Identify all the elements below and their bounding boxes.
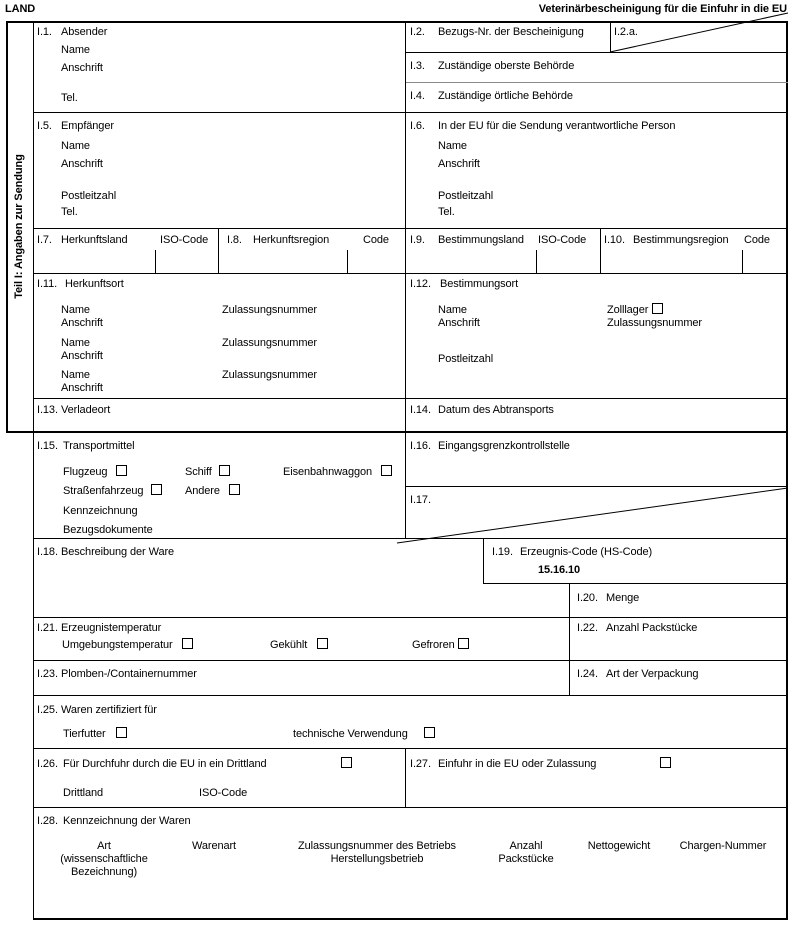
i5-plz-label: Postleitzahl [61, 190, 117, 202]
i28-col-zulassungsnummer: Zulassungsnummer des Betriebs [298, 840, 456, 852]
i22-label: Anzahl Packstücke [606, 622, 698, 634]
i3-number: I.3. [410, 60, 425, 72]
i5-tel-label: Tel. [61, 206, 78, 218]
i24-label: Art der Verpackung [606, 668, 699, 680]
i25-label: Waren zertifiziert für [61, 704, 157, 716]
divider [405, 82, 788, 83]
divider [33, 807, 788, 808]
i27-label: Einfuhr in die EU oder Zulassung [438, 758, 597, 770]
i15-option-schiff: Schiff [185, 466, 212, 478]
i1-name-label: Name [61, 44, 90, 56]
i11-anschrift-label: Anschrift [61, 317, 103, 329]
checkbox-andere[interactable] [229, 484, 240, 495]
i25-option-tierfutter: Tierfutter [63, 728, 106, 740]
divider [600, 228, 601, 273]
i14-label: Datum des Abtransports [438, 404, 554, 416]
divider [218, 228, 219, 273]
i22-number: I.22. [577, 622, 598, 634]
i11-anschrift-label: Anschrift [61, 350, 103, 362]
i26-label: Für Durchfuhr durch die EU in ein Drittland [63, 758, 267, 770]
i12-zulassung-label: Zulassungsnummer [607, 317, 702, 329]
i6-label: In der EU für die Sendung verantwortliche Person [438, 120, 676, 132]
i11-name-label: Name [61, 337, 90, 349]
i21-option-umgebungstemperatur: Umgebungstemperatur [62, 639, 173, 651]
i28-col-anzahl: Anzahl [509, 840, 543, 852]
divider [405, 52, 788, 53]
i3-label: Zuständige oberste Behörde [438, 60, 575, 72]
i8-number: I.8. [227, 234, 242, 246]
i1-number: I.1. [37, 26, 52, 38]
i6-tel-label: Tel. [438, 206, 455, 218]
divider [569, 583, 570, 695]
i6-anschrift-label: Anschrift [438, 158, 480, 170]
i15-label: Transportmittel [63, 440, 135, 452]
i7-label: Herkunftsland [61, 234, 128, 246]
center-divider [405, 22, 406, 538]
i17-diagonal-line [405, 486, 788, 538]
country-label: LAND [5, 3, 36, 15]
i27-number: I.27. [410, 758, 431, 770]
i21-option-gekuehlt: Gekühlt [270, 639, 308, 651]
i28-col-chargen-nummer: Chargen-Nummer [679, 840, 767, 852]
i2-number: I.2. [410, 26, 425, 38]
checkbox-technische-verwendung[interactable] [424, 727, 435, 738]
part1-sidebar-label: Teil I: Angaben zur Sendung [13, 154, 25, 299]
i26-iso-code-label: ISO-Code [199, 787, 248, 799]
i1-anschrift-label: Anschrift [61, 62, 103, 74]
checkbox-strassenfahrzeug[interactable] [151, 484, 162, 495]
i13-number: I.13. [37, 404, 58, 416]
i5-name-label: Name [61, 140, 90, 152]
i14-number: I.14. [410, 404, 431, 416]
divider [483, 583, 788, 584]
i20-label: Menge [606, 592, 640, 604]
i5-number: I.5. [37, 120, 52, 132]
i12-number: I.12. [410, 278, 431, 290]
i7-number: I.7. [37, 234, 52, 246]
checkbox-durchfuhr-drittland[interactable] [341, 757, 352, 768]
i23-label: Plomben-/Containernummer [61, 668, 197, 680]
i28-label: Kennzeichnung der Waren [63, 815, 191, 827]
i15-kennzeichnung-label: Kennzeichnung [63, 505, 138, 517]
i11-zulassung-label: Zulassungsnummer [222, 369, 317, 381]
i7-code-label: ISO-Code [160, 234, 209, 246]
i25-number: I.25. [37, 704, 58, 716]
checkbox-tierfutter[interactable] [116, 727, 127, 738]
i13-label: Verladeort [61, 404, 111, 416]
i21-option-gefroren: Gefroren [412, 639, 455, 651]
i11-name-label: Name [61, 304, 90, 316]
i6-name-label: Name [438, 140, 467, 152]
i21-label: Erzeugnistemperatur [61, 622, 162, 634]
i5-anschrift-label: Anschrift [61, 158, 103, 170]
i11-name-label: Name [61, 369, 90, 381]
i20-number: I.20. [577, 592, 598, 604]
i8-label: Herkunftsregion [253, 234, 330, 246]
i15-option-flugzeug: Flugzeug [63, 466, 108, 478]
i19-label: Erzeugnis-Code (HS-Code) [520, 546, 653, 558]
part1-sidebar [6, 22, 33, 431]
i9-number: I.9. [410, 234, 425, 246]
i5-label: Empfänger [61, 120, 114, 132]
i4-number: I.4. [410, 90, 425, 102]
i25-option-technische-verwendung: technische Verwendung [293, 728, 408, 740]
i26-number: I.26. [37, 758, 58, 770]
i2-label: Bezugs-Nr. der Bescheinigung [438, 26, 584, 38]
i28-col-art-3: Bezeichnung) [70, 866, 138, 878]
i12-anschrift-label: Anschrift [438, 317, 480, 329]
i28-col-art-2: (wissenschaftliche [60, 853, 148, 865]
checkbox-umgebungstemperatur[interactable] [182, 638, 193, 649]
i15-option-eisenbahnwaggon: Eisenbahnwaggon [283, 466, 373, 478]
i15-option-andere: Andere [185, 485, 220, 497]
code-tick [536, 250, 537, 273]
i28-col-art: Art [97, 840, 111, 852]
i16-number: I.16. [410, 440, 431, 452]
i18-number: I.18. [37, 546, 58, 558]
checkbox-flugzeug[interactable] [116, 465, 127, 476]
i12-name-label: Name [438, 304, 467, 316]
center-divider [405, 748, 406, 807]
i12-zolllager-label: Zolllager [607, 304, 649, 316]
divider [33, 228, 788, 229]
section-divider-thick [6, 431, 788, 433]
i26-drittland-label: Drittland [63, 787, 104, 799]
checkbox-gekuehlt[interactable] [317, 638, 328, 649]
i2a-number: I.2.a. [614, 26, 638, 38]
divider [33, 112, 788, 113]
i1-tel-label: Tel. [61, 92, 78, 104]
i8-code-label: Code [363, 234, 389, 246]
border-left-inner [33, 22, 34, 919]
page-title: Veterinärbescheinigung für die Einfuhr in die EU [538, 3, 787, 15]
divider [33, 695, 788, 696]
checkbox-gefroren[interactable] [458, 638, 469, 649]
border-right [786, 21, 788, 920]
divider [33, 273, 788, 274]
i18-label: Beschreibung der Ware [61, 546, 175, 558]
i28-col-packstuecke: Packstücke [498, 853, 554, 865]
i28-col-herstellungsbetrieb: Herstellungsbetrieb [330, 853, 424, 865]
i19-hs-code-value: 15.16.10 [538, 564, 581, 576]
i10-code-label: Code [744, 234, 770, 246]
divider [33, 398, 788, 399]
i4-label: Zuständige örtliche Behörde [438, 90, 573, 102]
checkbox-einfuhr-zulassung[interactable] [660, 757, 671, 768]
code-tick [155, 250, 156, 273]
i6-number: I.6. [410, 120, 425, 132]
i12-plz-label: Postleitzahl [438, 353, 494, 365]
i17-number: I.17. [410, 494, 431, 506]
code-tick [347, 250, 348, 273]
checkbox-schiff[interactable] [219, 465, 230, 476]
i6-plz-label: Postleitzahl [438, 190, 494, 202]
i28-number: I.28. [37, 815, 58, 827]
i15-number: I.15. [37, 440, 58, 452]
i11-zulassung-label: Zulassungsnummer [222, 304, 317, 316]
i10-label: Bestimmungsregion [633, 234, 729, 246]
divider [33, 748, 788, 749]
i28-col-warenart: Warenart [191, 840, 237, 852]
i11-number: I.11. [37, 278, 58, 290]
i15-option-strassenfahrzeug: Straßenfahrzeug [63, 485, 144, 497]
i24-number: I.24. [577, 668, 598, 680]
i16-label: Eingangsgrenzkontrollstelle [438, 440, 570, 452]
i11-anschrift-label: Anschrift [61, 382, 103, 394]
i12-label: Bestimmungsort [440, 278, 519, 290]
divider [33, 660, 788, 661]
checkbox-eisenbahnwaggon[interactable] [381, 465, 392, 476]
i11-zulassung-label: Zulassungsnummer [222, 337, 317, 349]
i9-code-label: ISO-Code [538, 234, 587, 246]
i19-number: I.19. [492, 546, 513, 558]
i21-number: I.21. [37, 622, 58, 634]
i10-number: I.10. [604, 234, 625, 246]
border-bottom [33, 918, 788, 920]
i23-number: I.23. [37, 668, 58, 680]
i9-label: Bestimmungsland [438, 234, 524, 246]
divider [33, 538, 788, 539]
i11-label: Herkunftsort [65, 278, 124, 290]
i28-col-nettogewicht: Nettogewicht [587, 840, 651, 852]
i1-label: Absender [61, 26, 108, 38]
code-tick [742, 250, 743, 273]
checkbox-zolllager[interactable] [652, 303, 663, 314]
divider [33, 617, 788, 618]
divider [483, 538, 484, 583]
i15-bezugsdokumente-label: Bezugsdokumente [63, 524, 153, 536]
